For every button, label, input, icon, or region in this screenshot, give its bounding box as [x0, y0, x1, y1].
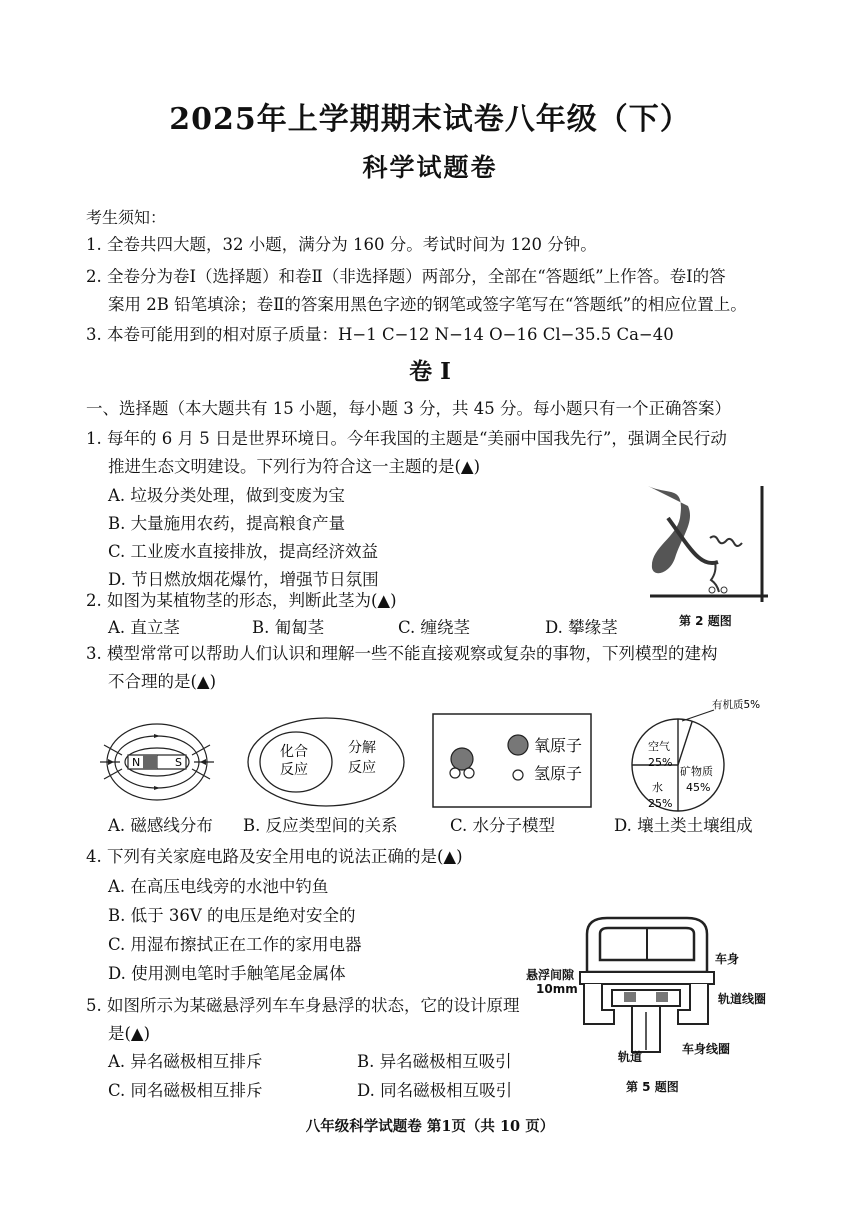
magnet-n-label: N: [132, 756, 141, 769]
q2-plant-figure: [640, 478, 770, 608]
q3-stem-line2: 不合理的是(▲): [108, 672, 217, 691]
q3-stem-line1: 3. 模型常常可以帮助人们认识和理解一些不能直接观察或复杂的事物，下列模型的建构: [86, 644, 718, 663]
q5-option-a: A. 异名磁极相互排斥: [108, 1052, 263, 1071]
pie-mineral-label: 矿物质: [680, 765, 713, 778]
q3-water-figure: [432, 713, 592, 808]
q3-soil-pie-figure: [618, 695, 778, 813]
q5-option-b: B. 异名磁极相互吸引: [357, 1052, 512, 1071]
notice-heading: 考生须知：: [86, 208, 167, 227]
q5-stem-line2: 是(▲): [108, 1024, 151, 1043]
notice-item-2-cont: 案用 2B 铅笔填涂；卷Ⅱ的答案用黑色字迹的钢笔或签字笔写在“答题纸”的相应位置上。: [108, 295, 747, 314]
q2-option-d: D. 攀缘茎: [545, 618, 618, 637]
soil-pie: [632, 710, 724, 811]
pie-air-value: 25%: [648, 756, 673, 769]
q5-label-gap-value: 10mm: [536, 982, 578, 996]
pie-organic-leader: [682, 710, 714, 721]
q5-label-body: 车身: [715, 952, 740, 966]
q5-label-body-coil: 车身线圈: [682, 1042, 731, 1056]
notice-item-2: 2. 全卷分为卷Ⅰ（选择题）和卷Ⅱ（非选择题）两部分，全部在“答题纸”上作答。卷Ⅰ的答: [86, 267, 726, 286]
oxygen-label: 氧原子: [534, 736, 583, 755]
pie-organic-label: 有机质5%: [712, 699, 761, 711]
q2-figure-caption: 第 2 题图: [679, 614, 732, 628]
notice-item-3: 3. 本卷可能用到的相对原子质量：H−1 C−12 N−14 O−16 Cl−35.5 Ca−40: [86, 325, 674, 344]
venn-outer-label-1: 分解: [348, 740, 376, 756]
q2-option-a: A. 直立茎: [108, 618, 180, 637]
notice-item-1: 1. 全卷共四大题，32 小题，满分为 160 分。考试时间为 120 分钟。: [86, 235, 597, 254]
pie-water-value: 25%: [648, 797, 673, 810]
q1-stem-line2: 推进生态文明建设。下列行为符合这一主题的是(▲): [108, 457, 481, 476]
q1-stem-line1: 1. 每年的 6 月 5 日是世界环境日。今年我国的主题是“美丽中国我先行”，强调全民行动: [86, 429, 727, 448]
q1-option-a: A. 垃圾分类处理，做到变废为宝: [108, 486, 345, 505]
q4-stem: 4. 下列有关家庭电路及安全用电的说法正确的是(▲): [86, 847, 463, 866]
q3-option-a: A. 磁感线分布: [108, 816, 213, 835]
q5-maglev-figure: [572, 912, 717, 1054]
q4-option-a: A. 在高压电线旁的水池中钓鱼: [108, 877, 329, 896]
pie-mineral-value: 45%: [686, 781, 711, 794]
q5-label-gap: 悬浮间隙: [526, 968, 575, 982]
q3-option-b: B. 反应类型间的关系: [243, 816, 398, 835]
q3-option-d: D. 壤土类土壤组成: [614, 816, 753, 835]
pie-slice-mineral-edge: [678, 721, 692, 765]
q4-option-c: C. 用湿布擦拭正在工作的家用电器: [108, 935, 362, 954]
venn-outer-label-2: 反应: [348, 760, 376, 776]
venn-inner-label-2: 反应: [280, 762, 308, 778]
hydrogen-label: 氢原子: [534, 764, 583, 783]
page-footer: 八年级科学试题卷 第1页（共 10 页）: [305, 1118, 555, 1135]
q2-option-c: C. 缠绕茎: [398, 618, 471, 637]
q5-figure-caption: 第 5 题图: [626, 1080, 679, 1094]
exam-title: 2025年上学期期末试卷八年级（下）: [169, 102, 691, 137]
q2-stem: 2. 如图为某植物茎的形态，判断此茎为(▲): [86, 591, 397, 610]
pie-air-label: 空气: [648, 740, 670, 753]
venn-inner-label-1: 化合: [280, 744, 308, 760]
q5-stem-line1: 5. 如图所示为某磁悬浮列车车身悬浮的状态，它的设计原理: [86, 996, 520, 1015]
exam-subtitle: 科学试题卷: [362, 153, 498, 182]
q4-option-d: D. 使用测电笔时手触笔尾金属体: [108, 964, 346, 983]
q1-option-b: B. 大量施用农药，提高粮食产量: [108, 514, 346, 533]
q3-option-c: C. 水分子模型: [450, 816, 556, 835]
q4-option-b: B. 低于 36V 的电压是绝对安全的: [108, 906, 356, 925]
q3-venn-figure: [246, 716, 406, 808]
q5-option-c: C. 同名磁极相互排斥: [108, 1081, 263, 1100]
section-heading: 一、选择题（本大题共有 15 小题，每小题 3 分，共 45 分。每小题只有一个正确答案）: [86, 399, 731, 418]
q2-option-b: B. 匍匐茎: [252, 618, 325, 637]
q5-option-d: D. 同名磁极相互吸引: [357, 1081, 513, 1100]
section-title: 卷 I: [409, 358, 451, 385]
q3-magnet-figure: [98, 715, 216, 810]
magnet-s-label: S: [175, 756, 182, 769]
pie-water-label: 水: [652, 781, 663, 794]
q1-option-c: C. 工业废水直接排放，提高经济效益: [108, 542, 379, 561]
q5-label-track: 轨道: [618, 1050, 643, 1064]
q5-label-track-coil: 轨道线圈: [718, 992, 767, 1006]
q1-option-d: D. 节日燃放烟花爆竹，增强节日氛围: [108, 570, 379, 589]
